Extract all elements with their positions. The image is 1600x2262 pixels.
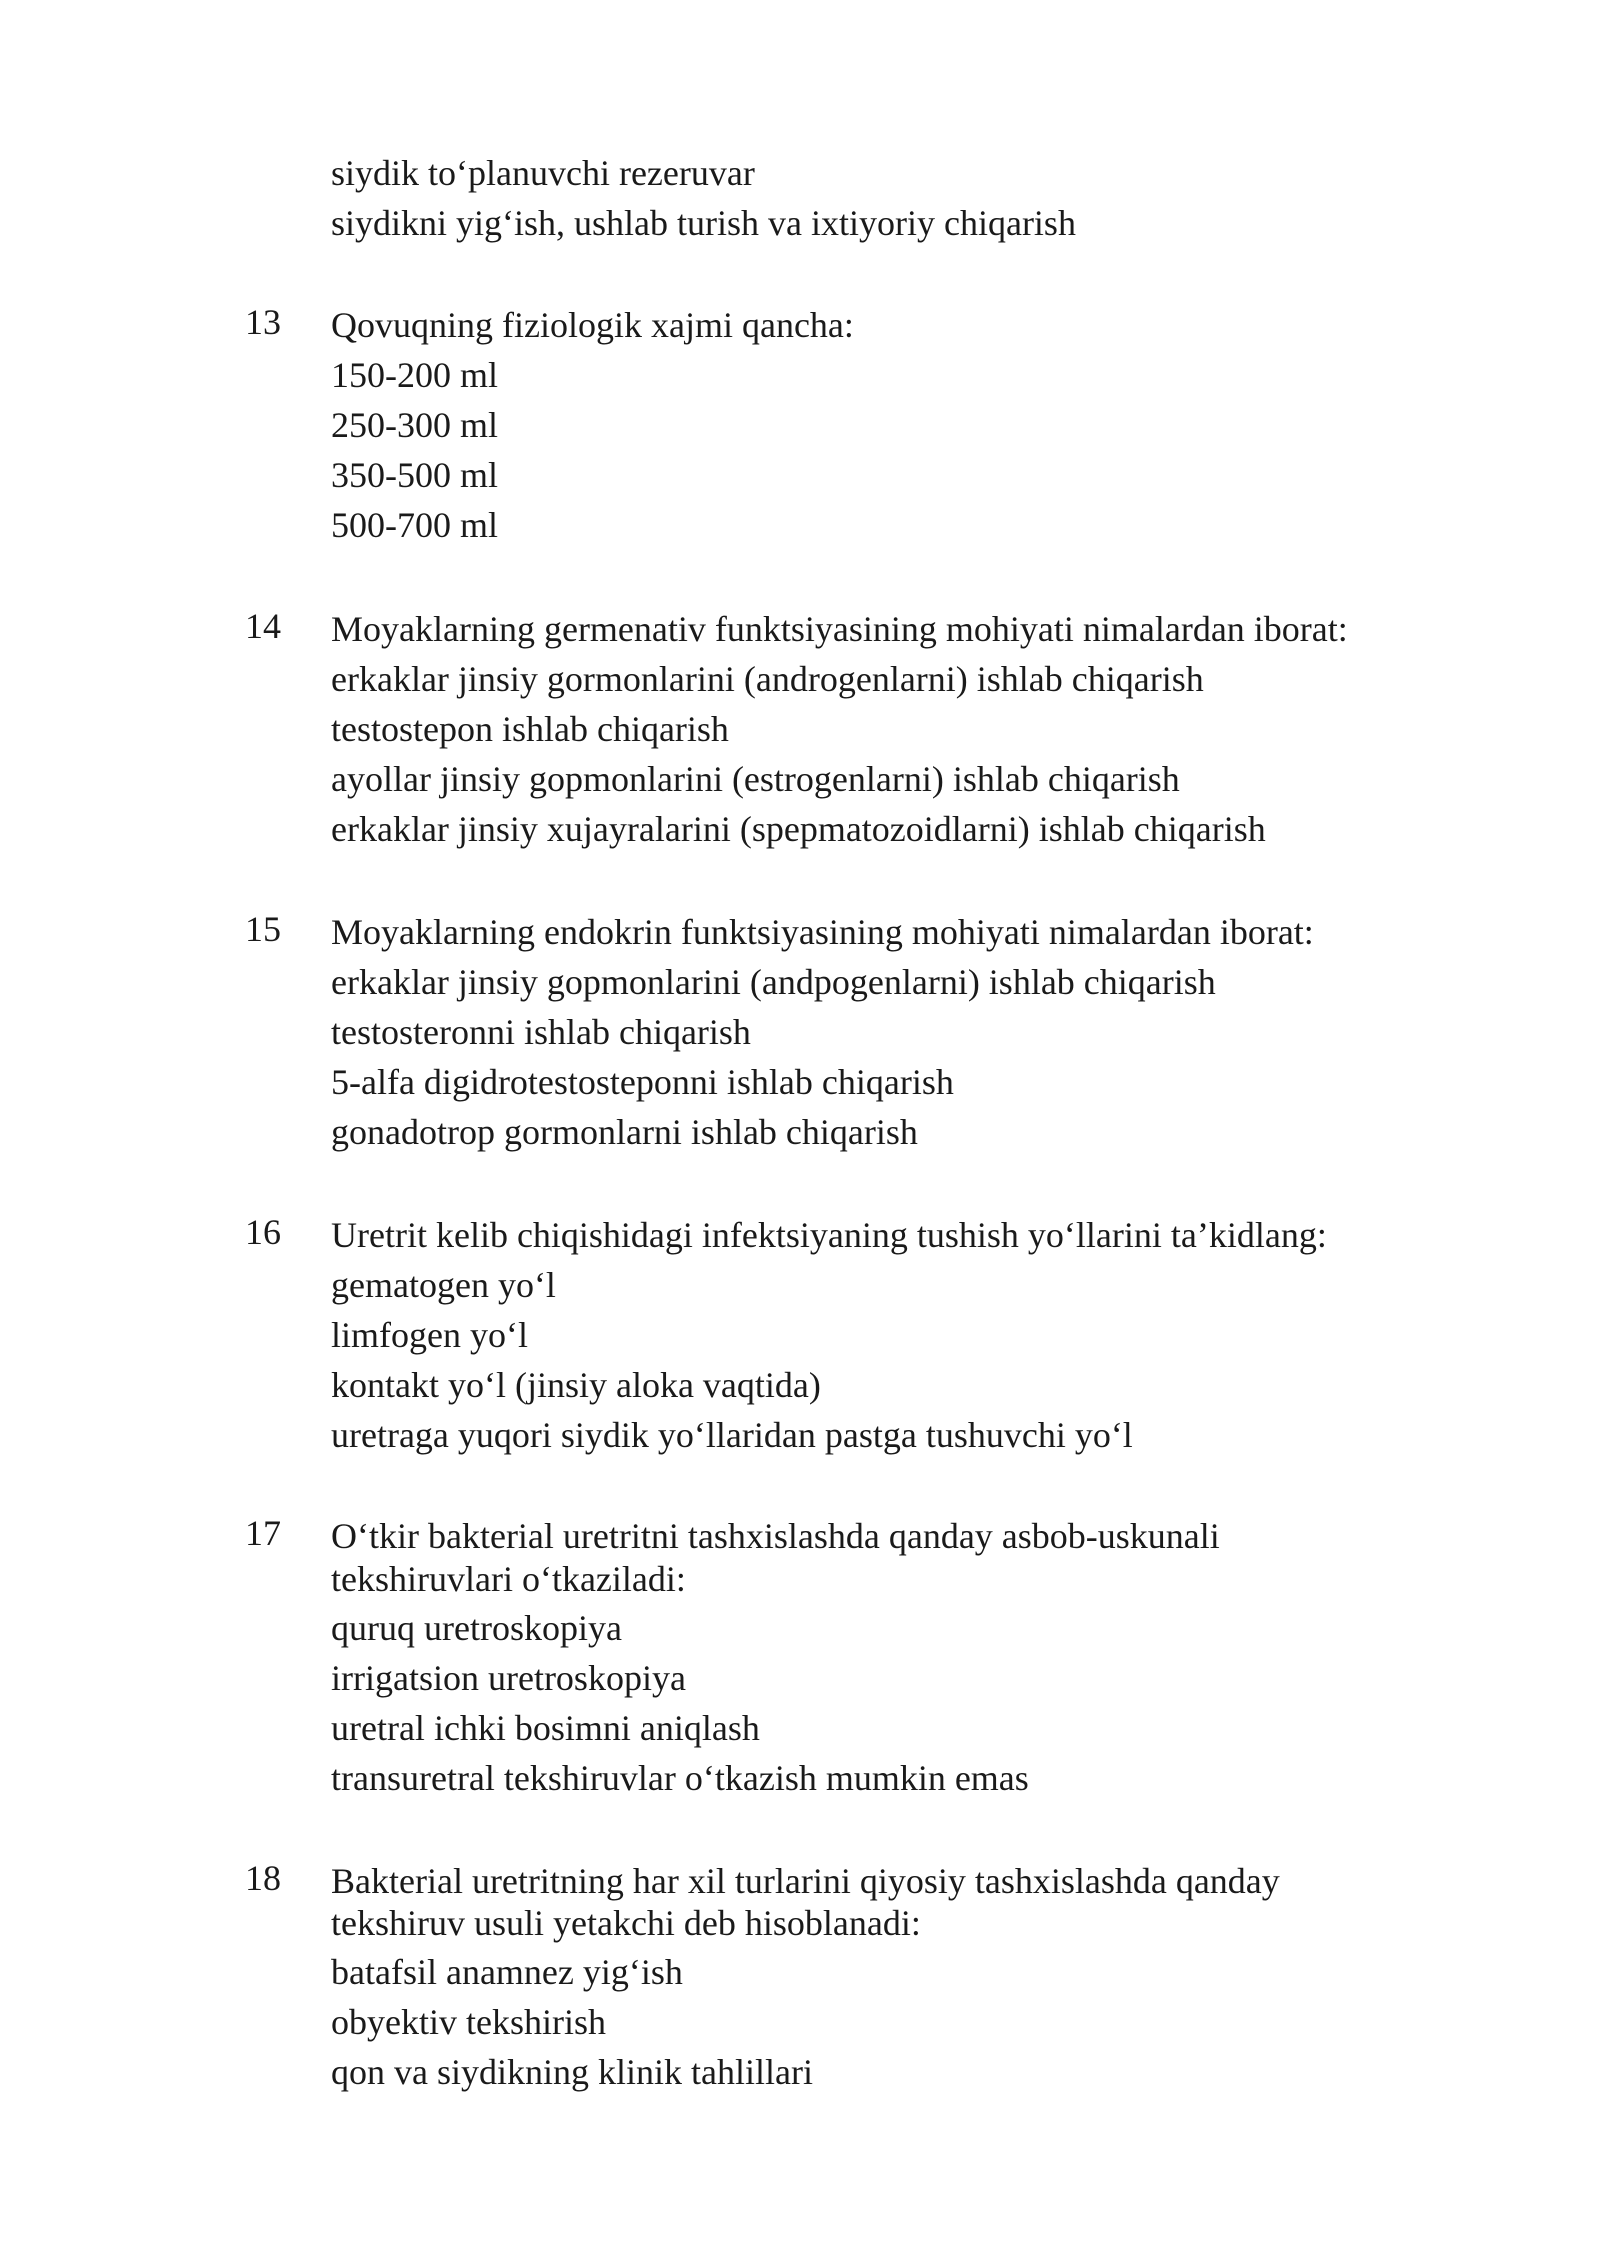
answer-option: ayollar jinsiy gopmonlarini (estrogenlarni) ishlab chiqarish (331, 759, 1180, 799)
answer-option: 500-700 ml (331, 505, 498, 545)
answer-option: siydik to‘planuvchi rezeruvar (331, 153, 755, 193)
answer-option: uretral ichki bosimni aniqlash (331, 1708, 760, 1748)
answer-option: erkaklar jinsiy gormonlarini (androgenlarni) ishlab chiqarish (331, 659, 1204, 699)
question-number: 14 (245, 606, 281, 646)
answer-option: 350-500 ml (331, 455, 498, 495)
answer-option: obyektiv tekshirish (331, 2002, 606, 2042)
answer-option: kontakt yo‘l (jinsiy aloka vaqtida) (331, 1365, 821, 1405)
answer-option: testostepon ishlab chiqarish (331, 709, 729, 749)
question-number: 16 (245, 1212, 281, 1252)
question-text: Moyaklarning germenativ funktsiyasining mohiyati nimalardan iborat: (331, 609, 1348, 649)
answer-option: erkaklar jinsiy xujayralarini (spepmatozoidlarni) ishlab chiqarish (331, 809, 1266, 849)
answer-option: 250-300 ml (331, 405, 498, 445)
answer-option: qon va siydikning klinik tahlillari (331, 2052, 813, 2092)
answer-option: gematogen yo‘l (331, 1265, 556, 1305)
question-text: Uretrit kelib chiqishidagi infektsiyaning tushish yo‘llarini ta’kidlang: (331, 1215, 1327, 1255)
answer-option: limfogen yo‘l (331, 1315, 528, 1355)
question-number: 13 (245, 302, 281, 342)
question-text: tekshiruv usuli yetakchi deb hisoblanadi: (331, 1903, 921, 1943)
question-text: Qovuqning fiziologik xajmi qancha: (331, 305, 854, 345)
answer-option: uretraga yuqori siydik yo‘llaridan pastga tushuvchi yo‘l (331, 1415, 1133, 1455)
question-number: 17 (245, 1513, 281, 1553)
answer-option: quruq uretroskopiya (331, 1608, 622, 1648)
answer-option: 150-200 ml (331, 355, 498, 395)
answer-option: erkaklar jinsiy gopmonlarini (andpogenlarni) ishlab chiqarish (331, 962, 1216, 1002)
answer-option: batafsil anamnez yig‘ish (331, 1952, 683, 1992)
question-text: O‘tkir bakterial uretritni tashxislashda qanday asbob-uskunali (331, 1516, 1220, 1556)
answer-option: 5-alfa digidrotestosteponni ishlab chiqarish (331, 1062, 954, 1102)
question-text: Moyaklarning endokrin funktsiyasining mohiyati nimalardan iborat: (331, 912, 1314, 952)
answer-option: testosteronni ishlab chiqarish (331, 1012, 751, 1052)
answer-option: gonadotrop gormonlarni ishlab chiqarish (331, 1112, 918, 1152)
question-number: 15 (245, 909, 281, 949)
answer-option: irrigatsion uretroskopiya (331, 1658, 686, 1698)
question-text: tekshiruvlari o‘tkaziladi: (331, 1559, 686, 1599)
question-number: 18 (245, 1858, 281, 1898)
answer-option: transuretral tekshiruvlar o‘tkazish mumkin emas (331, 1758, 1029, 1798)
question-text: Bakterial uretritning har xil turlarini qiyosiy tashxislashda qanday (331, 1861, 1280, 1901)
answer-option: siydikni yig‘ish, ushlab turish va ixtiyoriy chiqarish (331, 203, 1076, 243)
